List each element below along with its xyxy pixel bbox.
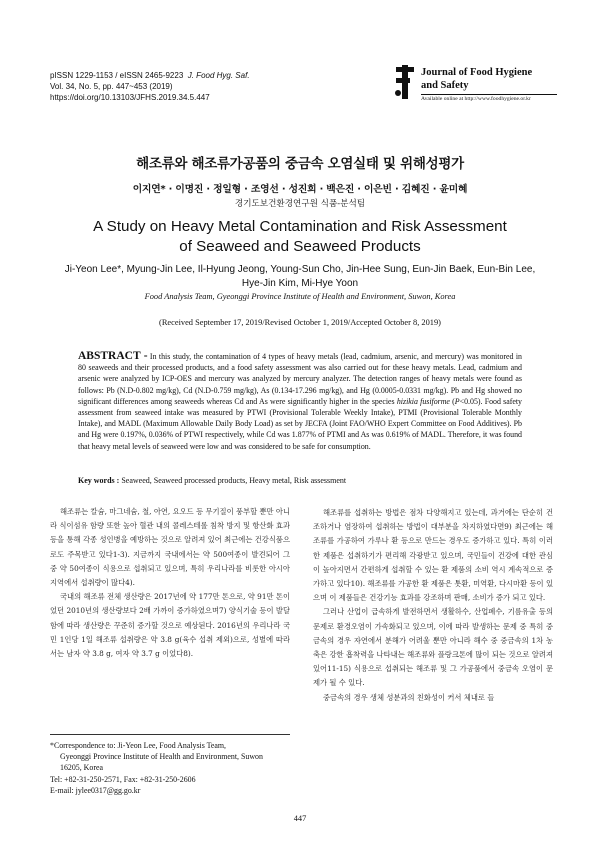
journal-abbrev: J. Food Hyg. Saf. xyxy=(187,71,250,80)
title-korean: 해조류와 해조류가공품의 중금속 오염실태 및 위해성평가 xyxy=(136,156,464,172)
abstract: ABSTRACT - In this study, the contamination of 4 types of heavy metals (lead, cadmium, arsenic, and mercury) was monitored in 80 seaweeds and their processed products, and a food safety assessment was also carried out for these heavy metals. Lead, cadmium and arsenic were analyzed by ICP-OES and mercury was analyzed by mercury analyzer. The detection ranges of heavy metals were found as follows: Pb (N.D-0.802 mg/kg), Cd (N.D-0.759 mg/kg), As (0.134-17.296 mg/kg), and Hg (0.0005-0.0331 mg/kg). Pb and Hg showed no significant differences among seaweeds whereas Cd and As were significantly higher in the species hizikia fusiforme (P<0.05). Food safety assessment from seaweed intake was measured by PTWI (Provisional Tolerable Weekly Intake), PTMI (Provisional Tolerable Monthly Intake), and MADL (Maximum Allowable Daily Body Load) as set by JECFA (Joint FAO/WHO Expert Committee on Food Additives). Pb and Hg were 0.197%, 0.036% of PTWI respectively, while Cd was 1.877% of PTMI and As was 0.619% of MADL. Therefore, it was found that heavy metal levels of seaweed were low and was considered to be safe for consumption. xyxy=(78,350,522,451)
paragraph: 중금속의 경우 생체 성분과의 친화성이 커서 체내로 들 xyxy=(323,692,495,702)
authors-english xyxy=(50,263,550,290)
journal-logo-divider xyxy=(421,94,557,95)
correspondence-footnote: *Correspondence to: Ji-Yeon Lee, Food Analysis Team, Gyeonggi Province Institute of Health and Environment, Suwon 16205, Korea Tel: +82-31-250-2571, Fax: +82-31-250-2606 E-mail: jylee0317@gg.go.kr xyxy=(50,740,295,796)
journal-logo xyxy=(393,63,558,103)
authors-korean: 이지연* · 이명진 · 정일형 · 조영선 · 성진희 · 백은진 · 이은빈 · 김혜진 · 윤미혜 xyxy=(132,184,468,195)
journal-online-link[interactable]: Available online at http://www.foodhygiene.or.kr xyxy=(421,96,531,102)
body-column-right xyxy=(313,506,553,705)
title-english-line2: of Seaweed and Seaweed Products xyxy=(179,237,421,255)
title-english xyxy=(0,217,600,256)
journal-logo-title-line1: Journal of Food Hygiene xyxy=(421,67,533,78)
volume-line: Vol. 34, No. 5, pp. 447~453 (2019) xyxy=(50,82,173,91)
affiliation-english: Food Analysis Team, Gyeonggi Province Institute of Health and Environment, Suwon, Korea xyxy=(144,292,456,301)
abstract-label: ABSTRACT - xyxy=(78,350,148,362)
page-number: 447 xyxy=(293,814,307,823)
keywords-text: Seaweed, Seaweed processed products, Heavy metal, Risk assessment xyxy=(119,476,347,485)
paragraph: 국내의 해조류 전체 생산량은 2017년에 약 177만 톤으로, 약 91만 톤이었던 2010년의 생산량보다 2배 가까이 증가하였으며7) 양식기술 등이 발달함에 따라 생산량은 꾸준히 증가할 것으로 예상된다. 2016년의 우리나라 국민 1인당 1일 해조류 섭취량은 약 3.8 g(육수 섭취 제외)으로, 성별에 따라서는 남자 약 3.8 g, 여자 약 3.7 g 이었다8). xyxy=(50,592,290,659)
paragraph: 해조류는 칼슘, 마그네슘, 철, 아연, 요오드 등 무기질이 풍부할 뿐만 아니라 식이섬유 함량 또한 높아 혈관 내의 콜레스테롤 침착 방지 및 항산화 효과 등을 통해 각종 성인병을 예방하는 것으로 알려져 있어 최근에는 건강식품으로도 주목받고 있다1-3). 지금까지 국내에서는 약 500여종이 발견되어 그 중 약 50여종이 식용으로 섭취되고 있으며, 특히 우리나라를 비롯한 아시아 지역에서 섭취량이 많다4). xyxy=(50,507,290,588)
body-column-left xyxy=(50,505,290,661)
journal-logo-title-line2: and Safety xyxy=(421,80,469,91)
authors-english-line1: Ji-Yeon Lee*, Myung-Jin Lee, Il-Hyung Jeong, Young-Sun Cho, Jin-Hee Sung, Eun-Jin Baek, Eun-Bin Lee, xyxy=(64,264,536,275)
correspondence-email[interactable]: E-mail: jylee0317@gg.go.kr xyxy=(50,785,141,795)
affiliation-korean: 경기도보건환경연구원 식품-분석팀 xyxy=(234,199,366,209)
doi-link[interactable]: https://doi.org/10.13103/JFHS.2019.34.5.447 xyxy=(50,93,210,102)
journal-logo-icon xyxy=(393,63,417,101)
keywords xyxy=(78,476,522,485)
paragraph: 해조류를 섭취하는 방법은 점차 다양해지고 있는데, 과거에는 단순히 건조하거나 염장하여 섭취하는 방법이 대부분을 차지하였다면9) 최근에는 해조류를 가공하여 가루나 환 등으로 만드는 경우도 증가하고 있다. 특히 이러한 제품은 섭취하기가 편리해 각광받고 있으며, 국민들이 건강에 대한 관심이 높아지면서 간편하게 섭취할 수 있는 환 제품의 소비 역시 계속적으로 증가하고 있다10). 해조류를 가공한 환 제품은 톳환, 미역환, 다시마환 등이 있으며 이 제품들은 건강기능 효과를 강조하며 판매, 소비가 증가 되고 있다. xyxy=(313,508,553,603)
article-header-info xyxy=(50,70,250,103)
authors-english-line2: Hye-Jin Kim, Mi-Hye Yoon xyxy=(241,277,359,289)
paragraph: 그러나 산업이 급속하게 발전하면서 생활하수, 산업폐수, 기름유출 등의 문제로 환경오염이 가속화되고 있으며, 이에 따라 발생하는 문제 중 특히 중금속의 경우 자연에서 분해가 어려울 뿐만 아니라 해수 중 중금속의 1차 농축은 강한 흡착력을 나타내는 해조류와 플랑크톤에 많이 되는 것으로 알려져 있어11-15) 식용으로 섭취되는 해조류 및 그 가공품에서 중금속 오염이 문제가 될 수 있다. xyxy=(313,607,553,688)
issn-line: pISSN 1229-1153 / eISSN 2465-9223 J. Food Hyg. Saf. xyxy=(50,71,250,80)
footnote-divider xyxy=(50,734,290,735)
title-english-line1: A Study on Heavy Metal Contamination and Risk Assessment xyxy=(93,218,507,235)
keywords-label: Key words : xyxy=(78,476,120,485)
received-dates: (Received September 17, 2019/Revised October 1, 2019/Accepted October 8, 2019) xyxy=(159,318,441,327)
